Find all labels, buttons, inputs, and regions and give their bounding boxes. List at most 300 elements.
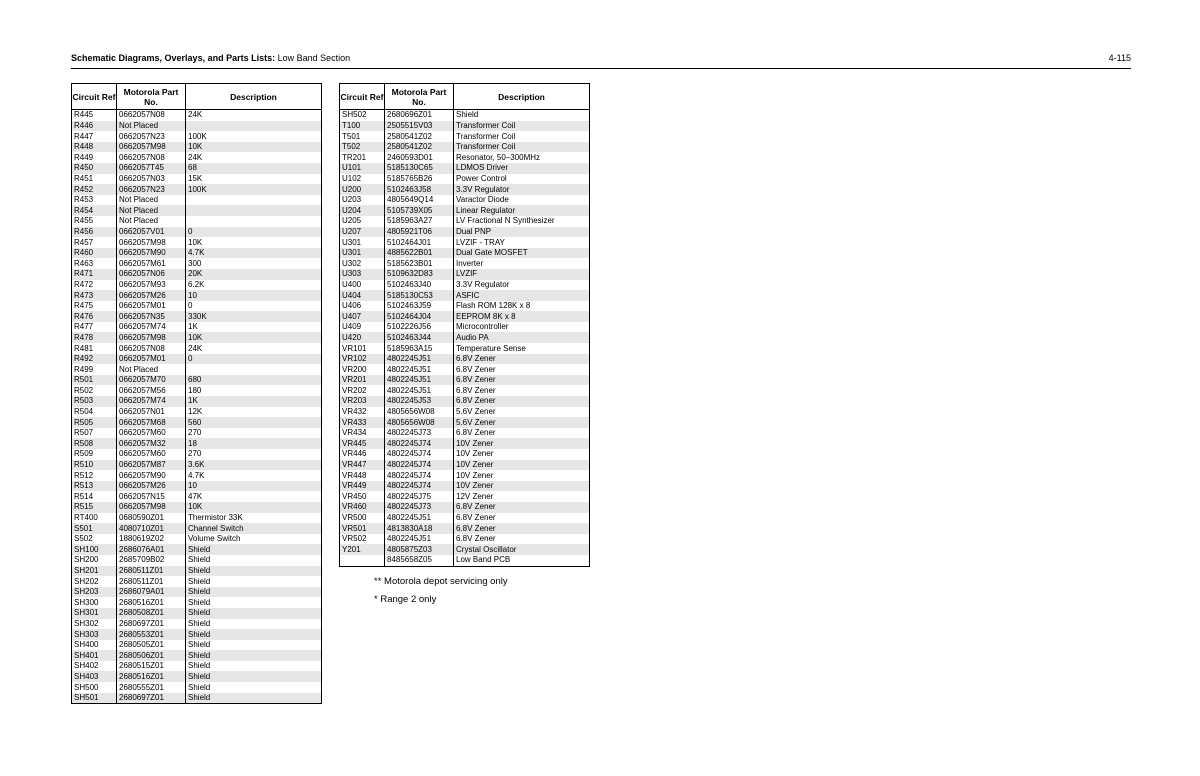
cell-description: 0 [186, 354, 322, 365]
cell-part-no: 4802245J51 [385, 364, 454, 375]
cell-description: 680 [186, 375, 322, 386]
cell-circuit-ref: R460 [72, 248, 117, 259]
table-row [340, 322, 590, 333]
cell-description: Linear Regulator [454, 205, 590, 216]
cell-part-no: 0662057M74 [117, 396, 186, 407]
cell-circuit-ref: R508 [72, 438, 117, 449]
table-row [340, 258, 590, 269]
cell-circuit-ref: R473 [72, 290, 117, 301]
cell-circuit-ref: R510 [72, 460, 117, 471]
cell-circuit-ref: R453 [74, 195, 94, 205]
cell-description: Shield [188, 576, 211, 586]
cell-description: Microcontroller [456, 322, 509, 332]
cell-part-no: 4802245J74 [385, 460, 454, 471]
cell-part-no: 2580541Z02 [385, 131, 454, 142]
cell-part-no: 0662057M98 [117, 237, 186, 248]
cell-description [186, 364, 322, 375]
cell-part-no: 5102463J58 [385, 184, 454, 195]
cell-circuit-ref: T501 [342, 131, 361, 141]
cell-part-no: 4813830A18 [385, 523, 454, 534]
column-header-part-no: Motorola Part No. [385, 84, 454, 110]
table-row [72, 385, 322, 396]
cell-circuit-ref: R515 [72, 502, 117, 513]
cell-circuit-ref: SH403 [72, 671, 117, 682]
cell-circuit-ref: VR450 [342, 491, 367, 501]
cell-circuit-ref: R481 [74, 343, 94, 353]
cell-description: 10 [186, 481, 322, 492]
cell-description: 10K [186, 142, 322, 153]
cell-circuit-ref: R502 [74, 385, 94, 395]
header-title-section: Low Band Section [277, 53, 351, 63]
cell-description: Shield [186, 566, 322, 577]
table-row [72, 491, 322, 502]
cell-description: 6.8V Zener [456, 428, 496, 438]
cell-part-no: 0662057M61 [117, 258, 186, 269]
table-row [340, 523, 590, 534]
table-row [340, 184, 590, 195]
table-row [72, 629, 322, 640]
cell-circuit-ref: VR434 [342, 428, 367, 438]
cell-circuit-ref: U407 [340, 311, 385, 322]
cell-part-no: 0662057M93 [117, 280, 186, 291]
cell-part-no: 4802245J74 [385, 438, 454, 449]
cell-description: 10K [186, 502, 322, 513]
cell-part-no: 0680590Z01 [117, 513, 186, 524]
cell-description: Shield [188, 555, 211, 565]
cell-description: 0 [186, 227, 322, 238]
cell-part-no: 0662057N01 [117, 407, 186, 418]
column-header-part-no: Motorola Part No. [117, 84, 186, 110]
cell-part-no: 0662057N08 [117, 110, 186, 121]
cell-part-no: 0662057N23 [117, 184, 186, 195]
table-row [72, 460, 322, 471]
cell-part-no: 2686079A01 [117, 587, 186, 598]
table-row [72, 354, 322, 365]
cell-circuit-ref: R475 [74, 301, 94, 311]
cell-circuit-ref: U404 [340, 290, 385, 301]
cell-circuit-ref: U207 [340, 227, 385, 238]
cell-part-no: 2680697Z01 [117, 693, 186, 704]
cell-circuit-ref: SH401 [72, 650, 117, 661]
cell-part-no: 0662057M87 [117, 460, 186, 471]
table-header-row [340, 84, 590, 110]
table-row [340, 332, 590, 343]
header-title-bold: Schematic Diagrams, Overlays, and Parts Lists: [71, 53, 276, 63]
cell-description: 330K [186, 311, 322, 322]
cell-circuit-ref: R452 [72, 184, 117, 195]
cell-circuit-ref: U200 [340, 184, 385, 195]
cell-description: 10V Zener [456, 449, 494, 459]
cell-part-no: 0662057V01 [117, 227, 186, 238]
cell-description: Shield [186, 650, 322, 661]
cell-description: Shield [188, 640, 211, 650]
cell-description: 180 [188, 385, 202, 395]
cell-description: 10V Zener [454, 438, 590, 449]
table-row [72, 640, 322, 651]
cell-circuit-ref: S501 [72, 523, 117, 534]
cell-description: 0 [188, 301, 193, 311]
cell-circuit-ref: S502 [74, 534, 93, 544]
table-row [72, 142, 322, 153]
cell-part-no: 0662057M98 [117, 502, 186, 513]
table-row [72, 301, 322, 312]
cell-description: 6.2K [188, 279, 205, 289]
column-header-description: Description [186, 84, 322, 110]
cell-part-no: 0662057M56 [117, 385, 186, 396]
table-row [340, 544, 590, 555]
note-depot-servicing: ** Motorola depot servicing only [374, 576, 508, 587]
table-row [340, 555, 590, 566]
cell-circuit-ref: R514 [74, 491, 94, 501]
cell-description: 4.7K [186, 248, 322, 259]
cell-part-no: 5185130C65 [385, 163, 454, 174]
table-row [72, 428, 322, 439]
cell-circuit-ref: R446 [72, 121, 117, 132]
cell-part-no: 0662057M68 [117, 417, 186, 428]
table-row [340, 174, 590, 185]
cell-circuit-ref: SH300 [74, 597, 99, 607]
cell-circuit-ref: U301 [340, 248, 385, 259]
table-row [340, 216, 590, 227]
cell-description: 100K [188, 131, 207, 141]
table-row [72, 449, 322, 460]
table-row [72, 619, 322, 630]
table-row [72, 184, 322, 195]
cell-circuit-ref: U101 [340, 163, 385, 174]
table-row [340, 449, 590, 460]
cell-circuit-ref: SH400 [74, 640, 99, 650]
cell-circuit-ref: VR202 [342, 385, 367, 395]
cell-part-no: 5185130C53 [385, 290, 454, 301]
cell-description: 1K [186, 396, 322, 407]
table-row [72, 227, 322, 238]
cell-circuit-ref: R509 [74, 449, 94, 459]
cell-description: 4.7K [188, 470, 205, 480]
cell-part-no: 5102464J01 [385, 237, 454, 248]
table-row [340, 460, 590, 471]
cell-description: Crystal Oscillator [454, 544, 590, 555]
table-row [72, 523, 322, 534]
cell-description: Inverter [456, 258, 484, 268]
cell-part-no: 2680508Z01 [117, 608, 186, 619]
cell-circuit-ref: VR201 [340, 375, 385, 386]
cell-part-no: 2680511Z01 [117, 576, 186, 587]
table-row [72, 693, 322, 704]
cell-part-no: 2680696Z01 [385, 110, 454, 121]
cell-part-no: 5185963A27 [385, 216, 454, 227]
cell-circuit-ref: R457 [74, 237, 94, 247]
cell-circuit-ref: SH202 [74, 576, 99, 586]
cell-part-no: 5102463J40 [385, 280, 454, 291]
cell-part-no: 0662057M01 [117, 301, 186, 312]
table-row [340, 311, 590, 322]
cell-circuit-ref: R504 [74, 407, 94, 417]
cell-part-no: 8485658Z05 [385, 555, 454, 566]
cell-circuit-ref: SH200 [74, 555, 99, 565]
cell-part-no: 5185765B26 [385, 174, 454, 185]
table-row [72, 375, 322, 386]
cell-circuit-ref: R507 [74, 428, 94, 438]
cell-description: Shield [186, 587, 322, 598]
cell-circuit-ref: R447 [74, 131, 94, 141]
cell-circuit-ref: SH201 [72, 566, 117, 577]
table-row [340, 502, 590, 513]
table-row [72, 470, 322, 481]
cell-description: 15K [188, 174, 203, 183]
cell-part-no: 0662057M70 [117, 375, 186, 386]
cell-description: Flash ROM 128K x 8 [456, 301, 531, 311]
cell-description: 1K [188, 322, 198, 332]
cell-description [186, 121, 322, 132]
table-row [72, 237, 322, 248]
cell-description: 68 [186, 163, 322, 174]
cell-circuit-ref: R513 [72, 481, 117, 492]
table-row [72, 566, 322, 577]
table-row [72, 661, 322, 672]
table-row [340, 513, 590, 524]
cell-description: Dual Gate MOSFET [454, 248, 590, 259]
cell-description: 20K [186, 269, 322, 280]
cell-part-no: 0662057M26 [117, 290, 186, 301]
cell-circuit-ref: SH502 [342, 110, 367, 120]
table-row [340, 407, 590, 418]
cell-description: 3.3V Regulator [456, 279, 510, 289]
cell-description: 560 [186, 417, 322, 428]
cell-description: ASFIC [454, 290, 590, 301]
cell-circuit-ref: VR446 [342, 449, 367, 459]
table-row [340, 438, 590, 449]
table-row [72, 174, 322, 185]
cell-part-no: 0662057M60 [117, 428, 186, 439]
cell-circuit-ref: VR460 [340, 502, 385, 513]
cell-description: 10K [186, 332, 322, 343]
parts-table-right-body [340, 110, 590, 567]
table-row [72, 417, 322, 428]
page-header [71, 53, 1131, 67]
parts-table-left-body [72, 110, 322, 704]
table-row [340, 227, 590, 238]
cell-part-no: 5102463J59 [385, 301, 454, 312]
table-row [72, 364, 322, 375]
cell-description: Shield [188, 661, 211, 671]
cell-part-no: 0662057M90 [117, 470, 186, 481]
cell-part-no: 0662057M60 [117, 449, 186, 460]
cell-circuit-ref: SH301 [72, 608, 117, 619]
table-row [72, 671, 322, 682]
cell-circuit-ref: R512 [74, 470, 94, 480]
cell-circuit-ref: VR432 [342, 407, 367, 417]
cell-description: 47K [188, 491, 203, 501]
table-row [340, 163, 590, 174]
table-row [340, 121, 590, 132]
cell-description: Shield [456, 110, 479, 120]
cell-description: LDMOS Driver [454, 163, 590, 174]
cell-part-no: 5185963A15 [385, 343, 454, 354]
cell-circuit-ref: U406 [342, 301, 362, 311]
cell-description: Resonator, 50–300MHz [456, 152, 541, 162]
header-rule [71, 68, 1131, 69]
cell-circuit-ref: U409 [342, 322, 362, 332]
cell-part-no: 4080710Z01 [117, 523, 186, 534]
cell-circuit-ref: R463 [74, 258, 94, 268]
cell-part-no: 1880619Z02 [117, 534, 186, 545]
cell-part-no: 4805656W08 [385, 407, 454, 418]
cell-part-no: 4802245J51 [385, 385, 454, 396]
column-header-circuit-ref: Circuit Ref [72, 84, 117, 110]
table-row [340, 248, 590, 259]
cell-description: 6.8V Zener [454, 396, 590, 407]
table-row [72, 396, 322, 407]
cell-description: EEPROM 8K x 8 [454, 311, 590, 322]
table-row [340, 364, 590, 375]
table-row [72, 311, 322, 322]
table-row [72, 438, 322, 449]
cell-circuit-ref: SH402 [74, 661, 99, 671]
cell-part-no: 4802245J53 [385, 396, 454, 407]
cell-circuit-ref: R449 [74, 152, 94, 162]
cell-circuit-ref: VR101 [342, 343, 367, 353]
cell-part-no: 0662057M32 [117, 438, 186, 449]
cell-circuit-ref: U301 [342, 237, 362, 247]
cell-description: Power Control [456, 174, 507, 183]
cell-description: Shield [188, 597, 211, 607]
table-row [340, 343, 590, 354]
table-row [340, 385, 590, 396]
cell-circuit-ref: R478 [72, 332, 117, 343]
cell-circuit-ref: VR500 [342, 513, 367, 522]
table-row [72, 290, 322, 301]
table-row [72, 587, 322, 598]
cell-circuit-ref: VR502 [342, 534, 367, 544]
cell-description: Shield [186, 608, 322, 619]
cell-description: LVZIF [454, 269, 590, 280]
table-row [72, 205, 322, 216]
cell-description: 10 [186, 290, 322, 301]
table-row [72, 121, 322, 132]
cell-part-no: 0662057N03 [117, 174, 186, 185]
table-row [340, 491, 590, 502]
cell-description: 24K [188, 343, 203, 353]
table-row [72, 152, 322, 163]
cell-circuit-ref: R492 [72, 354, 117, 365]
cell-circuit-ref: R499 [74, 364, 94, 374]
cell-circuit-ref: R472 [74, 279, 94, 289]
cell-circuit-ref: SH203 [72, 587, 117, 598]
cell-description: 6.8V Zener [456, 513, 496, 522]
cell-part-no: 0662057N06 [117, 269, 186, 280]
cell-description: Transformer Coil [454, 142, 590, 153]
cell-circuit-ref: VR203 [340, 396, 385, 407]
cell-description: 100K [186, 184, 322, 195]
cell-description [186, 195, 322, 206]
table-row [72, 481, 322, 492]
table-row [72, 280, 322, 291]
cell-description: Channel Switch [186, 523, 322, 534]
cell-part-no: 4805656W08 [385, 417, 454, 428]
table-row [72, 269, 322, 280]
cell-description: 5.6V Zener [454, 417, 590, 428]
cell-circuit-ref: R455 [74, 216, 94, 226]
cell-part-no: 4802245J75 [385, 491, 454, 502]
cell-part-no: 5185623B01 [385, 258, 454, 269]
table-row [340, 301, 590, 312]
cell-description: 12V Zener [456, 491, 494, 501]
cell-part-no: 2680553Z01 [117, 629, 186, 640]
cell-circuit-ref: U204 [340, 205, 385, 216]
cell-description: LVZIF - TRAY [456, 237, 505, 247]
table-row [72, 343, 322, 354]
table-row [340, 290, 590, 301]
cell-description: 18 [186, 438, 322, 449]
cell-description: 270 [188, 428, 202, 438]
cell-description: Shield [186, 693, 322, 704]
cell-description: LV Fractional N Synthesizer [456, 216, 555, 226]
table-row [72, 407, 322, 418]
cell-description: 300 [188, 258, 202, 268]
cell-description: 10V Zener [456, 470, 494, 480]
parts-table-right [339, 83, 590, 567]
cell-circuit-ref: R476 [72, 311, 117, 322]
cell-description: 10K [188, 237, 203, 247]
cell-description: 270 [188, 449, 202, 459]
cell-part-no: Not Placed [117, 216, 186, 227]
table-row [72, 608, 322, 619]
cell-circuit-ref: R445 [74, 110, 94, 120]
cell-part-no: 5102463J44 [385, 332, 454, 343]
table-row [72, 544, 322, 555]
cell-circuit-ref: U302 [342, 258, 362, 268]
cell-part-no: 4802245J74 [385, 470, 454, 481]
cell-part-no: 0662057M98 [117, 142, 186, 153]
cell-description: Transformer Coil [456, 131, 516, 141]
cell-description: 6.8V Zener [454, 375, 590, 386]
cell-part-no: 4802245J73 [385, 502, 454, 513]
cell-part-no: Not Placed [117, 205, 186, 216]
table-row [340, 417, 590, 428]
table-row [72, 576, 322, 587]
table-row [340, 354, 590, 365]
cell-part-no: 4802245J74 [385, 481, 454, 492]
cell-part-no: 5102226J56 [385, 322, 454, 333]
cell-circuit-ref: R454 [72, 205, 117, 216]
cell-description: Shield [188, 682, 211, 692]
table-row [340, 396, 590, 407]
cell-part-no: 4802245J74 [385, 449, 454, 460]
cell-description: 3.6K [186, 460, 322, 471]
cell-part-no: 2580541Z02 [385, 142, 454, 153]
cell-part-no: 5102464J04 [385, 311, 454, 322]
table-row [340, 131, 590, 142]
cell-description: 6.8V Zener [454, 523, 590, 534]
cell-description: 6.8V Zener [454, 354, 590, 365]
table-row [340, 205, 590, 216]
cell-circuit-ref: T502 [340, 142, 385, 153]
parts-table-left [71, 83, 322, 704]
cell-part-no: 0662057N08 [117, 343, 186, 354]
cell-circuit-ref: SH303 [72, 629, 117, 640]
cell-part-no: Not Placed [117, 121, 186, 132]
cell-part-no: 4805875Z03 [385, 544, 454, 555]
table-row [72, 163, 322, 174]
cell-circuit-ref: VR447 [340, 460, 385, 471]
cell-description: Shield [188, 618, 211, 628]
cell-circuit-ref: VR433 [340, 417, 385, 428]
cell-part-no: Not Placed [117, 364, 186, 375]
cell-part-no: 0662057M01 [117, 354, 186, 365]
table-row [340, 470, 590, 481]
cell-circuit-ref: U102 [342, 174, 362, 183]
table-row [340, 237, 590, 248]
